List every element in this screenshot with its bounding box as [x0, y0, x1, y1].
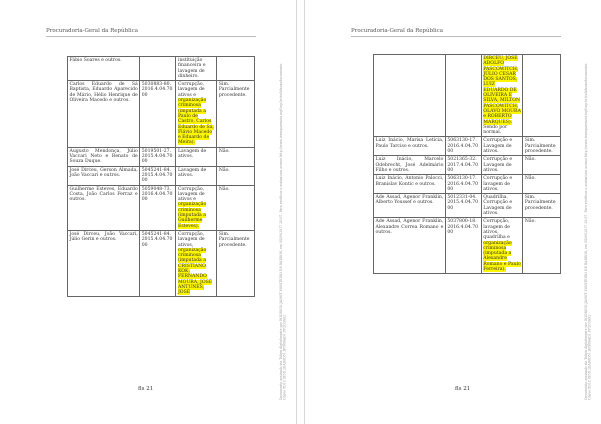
crimes-cell — [176, 230, 217, 297]
table-row — [68, 57, 255, 81]
crimes-cell — [481, 156, 523, 175]
process-number-cell: 5045241-84.2015.4.04.7000 — [140, 166, 176, 185]
process-number-cell: 5063130-17.2016.4.04.7000 — [445, 175, 481, 194]
process-number-cell: 5030883-80.2016.4.04.7000 — [140, 81, 176, 148]
page-footer: fls 21 — [138, 386, 154, 392]
process-number-cell: 5021365-32.2017.4.04.7000 — [445, 156, 481, 175]
status-cell: Não. — [217, 166, 255, 185]
table-row — [374, 55, 561, 137]
parties-cell: Luiz Inácio, Marcelo Odebrecht, José Adelmário Filho e outros. — [375, 157, 444, 173]
status-cell: Sim. Parcialmente procedente. — [523, 137, 561, 156]
crimes-tail-text: Sendo por normal. — [483, 124, 508, 136]
crimes-text: Quadrilha, Corrupção e Lavagem de ativos. — [483, 195, 513, 217]
crimes-cell — [481, 55, 523, 137]
crimes-cell — [481, 194, 523, 218]
parties-cell: José Dirceu, João Vaccari, Júlio Gerin e outros. — [68, 230, 140, 297]
process-number-cell: 5059048-73.2016.4.04.7000 — [140, 185, 176, 230]
parties-cell: Ade Assad, Agenor Franklin, Alberto Youssef e outros. — [374, 194, 446, 218]
crimes-cell — [176, 185, 217, 230]
process-number-cell: 5063130-17.2016.4.04.7000 — [445, 137, 481, 156]
parties-cell — [374, 55, 446, 137]
crimes-cell — [176, 81, 217, 148]
crimes-text: Lavagem de ativos. — [177, 167, 207, 178]
table-row — [374, 156, 561, 175]
highlighted-text: organização criminosa (imputada a Alexandre Romano e Paulo Ferreira). — [483, 240, 521, 272]
parties-cell: Luiz Inácio, Marisa Letícia, Paulo Tarciso e outros. — [374, 137, 446, 156]
status-cell: Não. — [523, 218, 561, 274]
status-cell: Sim. Parcialmente procedente. — [217, 230, 255, 297]
crimes-text: Corrupção, lavagem de ativos, quadrilha e — [483, 219, 510, 241]
crimes-text: instituição financeira e lavagem de dinheiro. — [177, 58, 206, 79]
crimes-text: Corrupção e Lavagem de ativos. — [483, 157, 513, 173]
parties-cell: Fábio Soares e outros. — [68, 57, 140, 81]
table-row — [374, 175, 561, 194]
page-header: Procuradoria-Geral da República — [46, 28, 138, 34]
status-cell: Não. — [523, 156, 561, 175]
parties-cell: Carlos Eduardo de Sá Baptista, Eduardo Aparecido de Mário, Hélio Henrique de Oliveira Macedo e outros. — [68, 81, 140, 148]
status-cell — [523, 55, 561, 137]
crimes-cell — [176, 166, 217, 185]
table-row — [68, 81, 255, 148]
header-rule — [351, 36, 561, 37]
right-page — [304, 0, 601, 424]
parties-cell: José Dirceu, Gerson Almada, João Vaccari e outros. — [68, 166, 140, 185]
table-row — [68, 147, 255, 166]
page-footer: fls 21 — [455, 386, 471, 392]
header-rule — [46, 36, 256, 37]
crimes-text: Corrupção e lavagem de ativos. — [483, 176, 513, 192]
crimes-text: Corrupção e Lavagem de ativos. — [483, 138, 513, 155]
status-cell: Sim. Parcialmente procedente. — [523, 194, 561, 218]
highlighted-text: organização criminosa (imputada a Paulo de Castro, Carlos Eduardo de Sá, Flávio Macedo e Eduardo de Meira). — [177, 98, 214, 146]
status-cell: Sim. Parcialmente procedente. — [217, 81, 255, 148]
process-number-cell: 5045241-84.2015.4.04.7000 — [140, 230, 176, 297]
status-cell: Não. — [217, 147, 255, 166]
crimes-cell — [481, 175, 523, 194]
highlighted-text: organização criminosa (imputada a CRISTIANO KOK, FERNANDO MOURA, JOSÉ ANTUNES, JOSÉ — [177, 247, 213, 296]
table-row — [68, 230, 255, 297]
process-number-cell — [140, 57, 176, 81]
process-number-cell: 5012331-04.2015.4.04.7000 — [445, 194, 481, 218]
highlighted-text: organização criminosa (imputada a Guilherme Esteves). — [177, 202, 207, 229]
crimes-text: Corrupção, lavagem de ativos e — [177, 82, 205, 98]
status-cell — [217, 57, 255, 81]
table-row — [374, 218, 561, 274]
crimes-text: Corrupção, lavagem de ativos e — [177, 186, 205, 203]
parties-cell: Guilherme Esteves, Eduardo Costa, João Carlos Ferraz e outros. — [68, 185, 140, 230]
cases-table — [67, 56, 255, 297]
crimes-text: Corrupção, lavagem de ativos, — [177, 231, 205, 248]
parties-cell: Augusto Mendonça, Júlio Vaccari Neto e Renato de Souza Duque. — [69, 148, 138, 165]
page-header: Procuradoria-Geral da República — [351, 28, 443, 34]
process-number-cell: 5019501-27.2015.4.04.7000 — [140, 147, 176, 166]
status-cell: Não. — [217, 185, 255, 230]
parties-cell: Luiz Inácio, Antonio Palocci, Branislav Kontic e outros. — [374, 175, 446, 194]
parties-cell: Ade Assad, Agenor Franklin, Alexandre Correa Romano e outros. — [374, 218, 446, 274]
table-row — [68, 166, 255, 185]
table-row — [374, 137, 561, 156]
table-row — [68, 185, 255, 230]
crimes-text: Lavagem de ativos. — [177, 148, 207, 160]
signature-side-text: Documento assinado via Token digitalmente por RODRIGO JANOT MONTEIRO DE BARROS, em 04/09/2017 20:07. Para verificar a assinatura acesse http://www.transparencia.mpf.mp.br/validacaodocumento. Chave 8D1C1B5D.2EAD6D51.BFB06AD1.FF2D3A02 — [279, 62, 287, 400]
status-cell: Não. — [523, 175, 561, 194]
process-number-cell: 5037800-18.2016.4.04.7000 — [445, 218, 481, 274]
signature-side-text: Documento assinado via Token digitalmente por RODRIGO JANOT MONTEIRO DE BARROS, em 04/09/2017 20:07. Para verificar a assinatura acesse http://www.transparencia.mpf.mp.br/validacaodocumento. Chave 8D1C1B5D.2EAD6D51.BFB06AD1.FF2D3A02 — [584, 62, 592, 400]
crimes-cell — [481, 218, 523, 274]
cases-table — [373, 54, 561, 274]
crimes-cell — [176, 57, 217, 81]
crimes-cell — [176, 147, 217, 166]
left-page — [0, 0, 297, 424]
table-row — [374, 194, 561, 218]
crimes-cell — [481, 137, 523, 156]
highlighted-text: DIRCEU, JOSÉ ADOLFO PASCOWITCH, JÚLIO CESAR DOS SANTOS, LUIZ EDUARDO DE OLIVEIRA E SILVA, MILTON PASCOWITCH, OLAVO MOURA e ROBERTO MARQUES). — [483, 56, 521, 125]
process-number-cell — [445, 55, 481, 137]
